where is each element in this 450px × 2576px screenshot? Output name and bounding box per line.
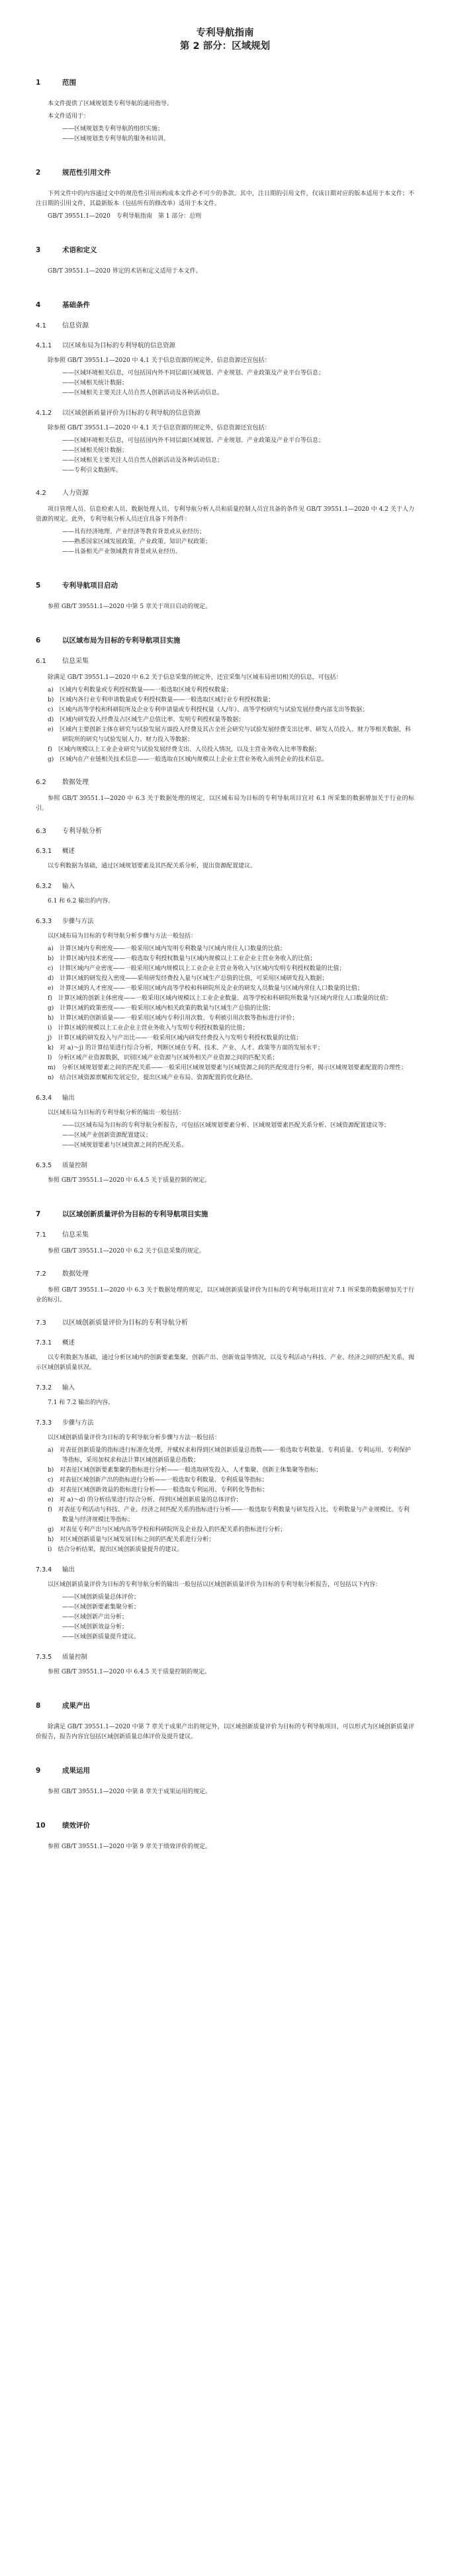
- list-item: ——区域创新要素集聚分析；: [62, 1604, 140, 1611]
- paragraph: 参照 GB/T 39551.1—2020 中第 5 章关于项目启动的规定。: [48, 603, 211, 610]
- list-item: l) 分析区域产业资源数据，识别区域产业资源与区域外相关产业资源之间的匹配关系；: [48, 1055, 279, 1061]
- list-item: ——区域创新质量总体评价；: [62, 1594, 140, 1601]
- list-item: i) 结合分析结果，提出区域创新质量提升的建议。: [48, 1546, 183, 1553]
- section-4-1-1-heading: 4.1.1 以区域布局为目标的专利导航的信息资源: [36, 342, 176, 349]
- list-item: ——区域创新效益分析；: [62, 1624, 128, 1630]
- list-item: m) 分析区域规划要素之间的匹配关系——一般采用区域规划要素与区域资源之间的匹配度进行分析，揭示区域规划要素配置的合理性；: [48, 1065, 408, 1071]
- section-8-heading: 8 成果产出: [36, 1702, 90, 1710]
- section-6-3-5-heading: 6.3.5 质量控制: [36, 1162, 88, 1169]
- section-4-heading: 4 基础条件: [36, 301, 90, 309]
- list-item: ——以区域布局为目标的专利导航分析报告，可包括区域规划要素分析、区域规划要素匹配关系分析、区域资源配置建议等；: [62, 1122, 390, 1129]
- list-item: ——区域产业创新资源配置建议；: [62, 1132, 152, 1139]
- list-item: f) 计算区域的创新主体密度——一般采用区域内规模以上工业企业数量、高等学校和科研院所数量与区域内常住人口数量的比值；: [48, 995, 392, 1002]
- list-item: h) 计算区域的创新质量——一般采用区域内专利引用次数、专利被引用次数等指标进行评价；: [48, 1015, 298, 1022]
- list-item: ——区域环境相关信息，可包括国内外不同层面区域规划、产业规划、产业政策及产业平台等信息；: [62, 370, 325, 377]
- paragraph: 除满足 GB/T 39551.1—2020 中第 7 章关于成果产出的规定外，以区域创新质量评价为目标的专利导航项目，可以形式为区域创新质量评价报告，报告内容宜包括区域创新质量总体评价及提升建议。: [36, 1724, 414, 1740]
- paragraph: 以区域创新质量评价为目标的专利导航分析步骤与方法一般包括：: [48, 1435, 221, 1441]
- paragraph: 参照 GB/T 39551.1—2020 中 6.3 关于数据处理的规定，以区域创新质量评价为目标的专利导航项目宜对 7.1 所采集的数据增加关于行业的标引。: [36, 1287, 414, 1304]
- list-item: g) 计算区域的政策密度——一般采用区域内相关政策的数量与区域生产总值的比值；: [48, 1005, 275, 1012]
- section-7-3-heading: 7.3 以区域创新质量评价为目标的专利导航分析: [36, 1319, 188, 1327]
- paragraph: 参照 GB/T 39551.1—2020 中 6.2 关于信息采集的规定。: [48, 1248, 205, 1255]
- section-6-3-heading: 6.3 专利导航分析: [36, 828, 102, 835]
- section-6-3-2-heading: 6.3.2 输入: [36, 883, 75, 890]
- section-5-heading: 5 专利导航项目启动: [36, 582, 118, 590]
- list-item: ——区域规划类专利导航的服务和培训。: [62, 136, 170, 142]
- paragraph: 项目管理人员、信息检索人员、数据处理人员、专利导航分析人员和质量控制人员宜具备的条件见 GB/T 39551.1—2020 中 4.2 关于人力资源的规定。此外，专利导航分析人员还宜具备下列条件：: [36, 506, 414, 523]
- paragraph: 以区域布局为目标的专利导航分析步骤与方法一般包括：: [48, 933, 197, 940]
- section-3-heading: 3 术语和定义: [36, 246, 97, 254]
- list-item: i) 计算区域的规模以上工业企业主营业务收入与发明专利授权数量的比值；: [48, 1025, 249, 1032]
- list-item: ——区域规划类专利导航的组织实施；: [62, 126, 164, 132]
- list-item: f) 对表征专利活动与科技、产业、经济之间匹配关系的指标进行分析——一般选取专利数量与研发投入比、专利数量与产业规模比、专利数量与经济规模比等指标；: [48, 1507, 410, 1523]
- list-item: ——具备相关产业领域教育背景或从业经历。: [62, 549, 182, 555]
- list-item: a) 对表征创新质量的指标进行标准化处理，并赋权求和得到区域创新质量总指数——一般选取专利数量、专利质量、专利运用、专利保护等指标，采用加权求和法计算区域创新质量总指数；: [48, 1447, 411, 1464]
- section-4-2-heading: 4.2 人力资源: [36, 490, 89, 497]
- list-item: j) 计算区域的研发投入与产出比——一般采用区域内研发经费投入与发明专利授权数量的比值；: [48, 1035, 302, 1042]
- section-7-3-4-heading: 7.3.4 输出: [36, 1566, 75, 1574]
- list-item: c) 计算区域内产业密度——一般采用区域内规模以上工业企业主营业务收入与区域内发明专利授权数量的比值；: [48, 965, 345, 972]
- paragraph: 除参照 GB/T 39551.1—2020 中 4.1 关于信息资源的规定外，信息资源还宜包括：: [48, 357, 271, 364]
- section-7-3-1-heading: 7.3.1 概述: [36, 1339, 75, 1347]
- list-item: ——区域创新产出分析；: [62, 1614, 128, 1621]
- list-item: ——区域相关统计数据；: [62, 447, 128, 454]
- list-item: ——具有经济地理、产业经济等教育背景或从业经历；: [62, 529, 206, 535]
- paragraph: 以专利数据为基础，通过分析区域内的创新要素集聚、创新产出、创新效益等情况，以及专利活动与科技、产业、经济之间的匹配关系，揭示区域创新质量状况。: [36, 1355, 414, 1371]
- list-item: g) 对表征专利产出与区域内高等学校和科研院所及企业投入的匹配关系的指标进行分析；: [48, 1527, 287, 1533]
- list-item: d) 区域内研发投入经费及占区域生产总值比率、发明专利授权量等数据；: [48, 717, 245, 723]
- section-7-3-3-heading: 7.3.3 步骤与方法: [36, 1419, 94, 1427]
- list-item: ——区域环境相关信息，可包括国内外不同层面区域规划、产业规划、产业政策及产业平台等信息；: [62, 437, 325, 444]
- paragraph: 除满足 GB/T 39551.1—2020 中 6.2 关于信息采集的规定外，还宜采集与区域布局密切相关的信息，可包括：: [48, 674, 342, 681]
- section-6-heading: 6 以区域布局为目标的专利导航项目实施: [36, 637, 181, 644]
- paragraph: 参照 GB/T 39551.1—2020 中 6.4.5 关于质量控制的规定。: [48, 1177, 211, 1184]
- section-6-2-heading: 6.2 数据处理: [36, 779, 89, 786]
- paragraph: 下列文件中的内容通过文中的规范性引用而构成本文件必不可少的条款。其中，注日期的引用文件，仅该日期对应的版本适用于本文件；不注日期的引用文件，其最新版本（包括所有的修改单）适用于本文件。: [36, 191, 414, 207]
- section-7-heading: 7 以区域创新质量评价为目标的专利导航项目实施: [36, 1210, 208, 1218]
- paragraph: 以专利数据为基础，通过区域规划要素及其匹配关系分析，提出资源配置建议。: [48, 863, 257, 869]
- list-item: k) 对 a)～j) 的计算结果进行综合分析，判断区域在专利、技术、产业、人才、政策等方面的发展水平；: [48, 1045, 324, 1051]
- document-subtitle: 第 2 部分：区域规划: [179, 41, 271, 52]
- list-item: e) 对 a)～d) 的分析结果进行综合分析，得到区域创新质量的总体评价；: [48, 1497, 242, 1503]
- paragraph: 7.1 和 7.2 输出的内容。: [48, 1399, 114, 1406]
- paragraph: 以区域布局为目标的专利导航分析的输出一般包括：: [48, 1110, 185, 1116]
- section-7-3-2-heading: 7.3.2 输入: [36, 1384, 75, 1392]
- list-item: e) 区域内主要创新主体在研究与试验发展方面投入经费及其占全社会研究与试验发展经费支出比率、研发人员投入、财力等相关数据，科研院所的研究与试验发展人力、财力投入等数据；: [48, 727, 411, 743]
- list-item: ——区域相关主要关注人员自然人创新活动及各种活动信息；: [62, 457, 224, 464]
- list-item: b) 对表征区域创新要素集聚的指标进行分析——一般选取研发投入、人才集聚、创新主体集聚等指标；: [48, 1467, 322, 1474]
- list-item: h) 对区域创新质量与区域发展目标之间的匹配关系进行分析；: [48, 1536, 215, 1543]
- list-item: d) 对表征区域创新效益的指标进行分析——一般选取专利运用、专利转化等指标；: [48, 1487, 269, 1493]
- list-item: ——区域相关主要关注人员自然人创新活动及各种活动信息。: [62, 390, 224, 396]
- section-6-3-1-heading: 6.3.1 概述: [36, 848, 75, 855]
- list-item: ——区域相关统计数据；: [62, 380, 128, 386]
- section-1-heading: 1 范围: [36, 79, 76, 87]
- list-item: n) 结合区域资源禀赋和发展定位，提出区域产业布局、资源配置的优化路径。: [48, 1075, 257, 1081]
- document-title: 专利导航指南: [196, 28, 254, 38]
- section-9-heading: 9 成果运用: [36, 1767, 90, 1775]
- paragraph: 参照 GB/T 39551.1—2020 中 6.4.5 关于质量控制的规定。: [48, 1669, 211, 1675]
- list-item: ——熟悉国家区域发展政策、产业政策、知识产权政策；: [62, 539, 212, 545]
- paragraph: 本文件提供了区域规划类专利导航的通用指导。: [48, 101, 173, 107]
- paragraph: 以区域创新质量评价为目标的专利导航分析的输出一般包括以区域创新质量评价为目标的专利导航分析报告，可包括以下内容：: [48, 1581, 382, 1588]
- section-7-3-5-heading: 7.3.5 质量控制: [36, 1654, 88, 1661]
- list-item: ——专利引文数据库。: [62, 467, 122, 474]
- list-item: a) 区域内专利数量或专利授权数量——一般选取区域专利授权数量；: [48, 687, 232, 693]
- paragraph: 参照 GB/T 39551.1—2020 中第 9 章关于绩效评价的规定。: [48, 1843, 211, 1850]
- section-6-3-4-heading: 6.3.4 输出: [36, 1094, 75, 1102]
- paragraph: 参照 GB/T 39551.1—2020 中第 8 章关于成果运用的规定。: [48, 1789, 211, 1795]
- section-10-heading: 10 绩效评价: [36, 1822, 90, 1830]
- list-item: f) 区域内规模以上工业企业研究与试验发展经费支出、人员投入情况，以及主营业务收入比率等数据；: [48, 746, 320, 753]
- section-6-1-heading: 6.1 信息采集: [36, 658, 89, 665]
- paragraph: 6.1 和 6.2 输出的内容。: [48, 898, 114, 905]
- section-7-2-heading: 7.2 数据处理: [36, 1270, 89, 1278]
- section-4-1-heading: 4.1 信息资源: [36, 322, 89, 330]
- paragraph: 除参照 GB/T 39551.1—2020 中 4.1 关于信息资源的规定外，信息资源还宜包括：: [48, 425, 271, 431]
- list-item: ——区域规划要素与区域资源之间的匹配关系。: [62, 1142, 188, 1149]
- paragraph: 本文件适用于：: [48, 113, 90, 120]
- referenced-document: GB/T 39551.1—2020 专利导航指南 第 1 部分：总则: [48, 213, 202, 220]
- list-item: d) 计算区域的研发投入密度——采用研发经费投入量与区域生产总值的比值，可采用区域研发投入数据；: [48, 975, 328, 982]
- paragraph: GB/T 39551.1—2020 界定的术语和定义适用于本文件。: [48, 268, 202, 275]
- section-4-1-2-heading: 4.1.2 以区域创新质量评价为目标的专利导航的信息资源: [36, 410, 201, 417]
- paragraph: 参照 GB/T 39551.1—2020 中 6.3 关于数据处理的规定，以区域布局为目标的专利导航项目宜对 6.1 所采集的数据增加关于行业的标引。: [36, 795, 414, 812]
- section-6-3-3-heading: 6.3.3 步骤与方法: [36, 918, 94, 925]
- list-item: b) 区域内各行业专利申请数量或专利授权数量——一般选取区域行业专利授权数量；: [48, 697, 275, 703]
- list-item: e) 计算区域的人才密度——一般采用区域内高等学校和科研院所及企业的研发人员数量与区域内常住人口数量的比值；: [48, 985, 363, 992]
- list-item: b) 计算区域内技术密度——一般选取专利授权数量与区域内规模以上工业企业主营业务收入的比值；: [48, 955, 316, 962]
- list-item: a) 计算区域内专利密度——一般采用区域内发明专利数量与区域内常住人口数量的比值；: [48, 946, 286, 952]
- list-item: ——区域创新质量提升建议。: [62, 1634, 140, 1640]
- section-2-heading: 2 规范性引用文件: [36, 169, 111, 177]
- section-7-1-heading: 7.1 信息采集: [36, 1231, 89, 1239]
- list-item: c) 对表征区域创新产出的指标进行分析——一般选取专利数量、专利质量等指标；: [48, 1477, 268, 1484]
- list-item: g) 区域内在产业链相关技术信息——一般选取在区域内规模以上企业主营业务收入前列企业的技术信息。: [48, 756, 328, 763]
- list-item: c) 区域内高等学校和科研院所及企业专利申请量或专利授权量（人/年）、高等学校研究与试验发展经费内部支出等数据；: [48, 707, 369, 713]
